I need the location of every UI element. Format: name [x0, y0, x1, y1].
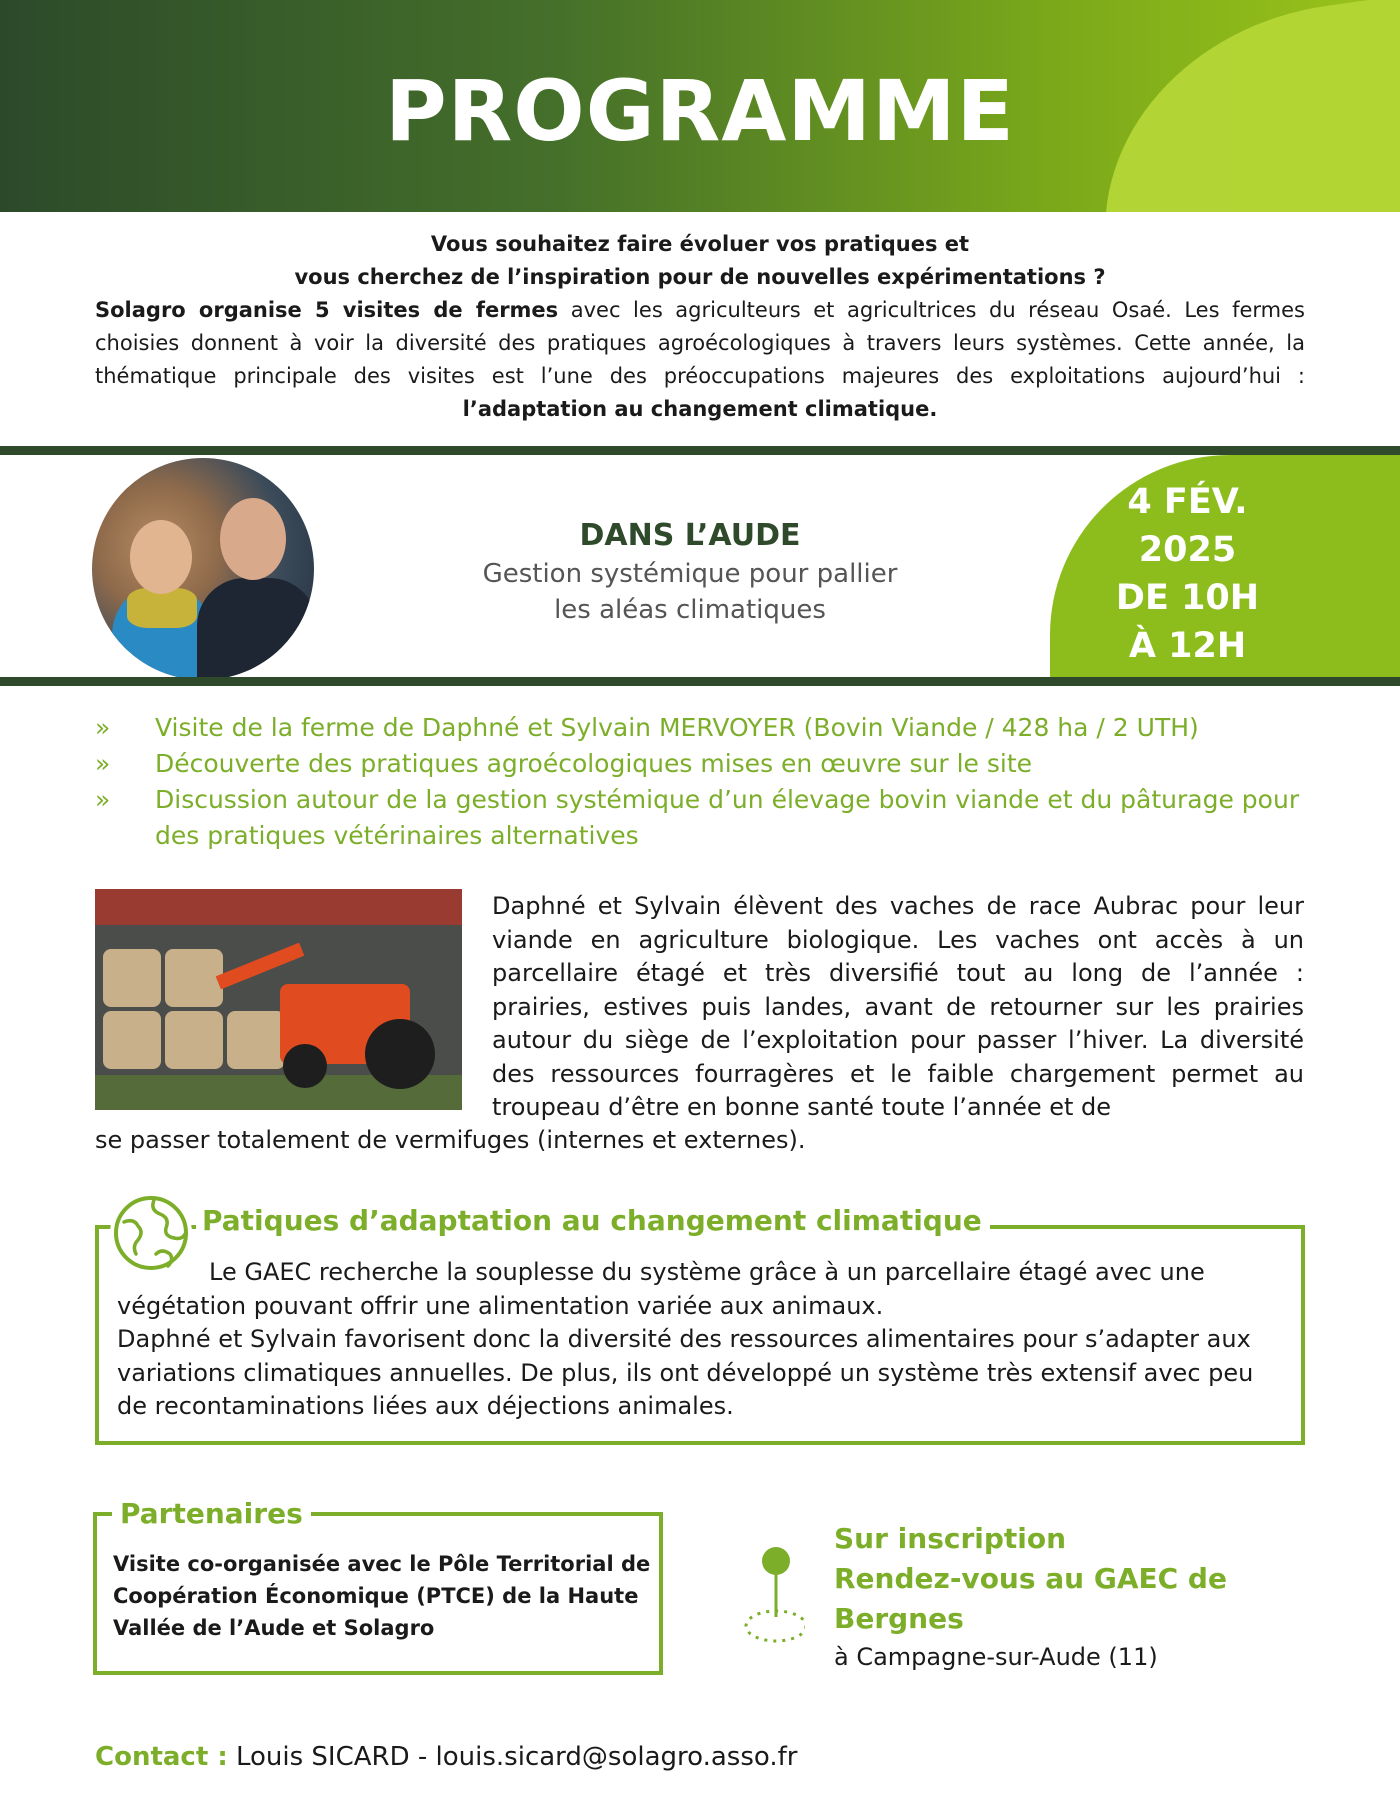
intro-line-2: vous cherchez de l’inspiration pour de nouvelles expérimentations ? [294, 265, 1106, 289]
farm-description: Daphné et Sylvain élèvent des vaches de race Aubrac pour leur viande en agriculture biologique. Les vaches ont accès à un parcellaire étagé et très diversifié tout au long de l’année : prairies, estives puis landes, avant de retourner sur les prairies autour du siège de l’exploitation pour passer l’hiver. La diversité des ressources fourragères et le faible chargement permet au troupeau d’être en bonne santé toute l’année et de [492, 892, 1304, 1121]
page-title: PROGRAMME [385, 62, 1015, 160]
farm-description-end: se passer totalement de vermifuges (internes et externes). [95, 1126, 806, 1154]
intro-body [95, 294, 1305, 426]
person-2-body [197, 578, 314, 680]
hay-bale [227, 1011, 285, 1069]
registration-line-3: Bergnes [834, 1602, 964, 1635]
date-line: 2025 [1138, 530, 1237, 570]
barn-roof [95, 889, 462, 925]
event-subtitle [430, 556, 950, 628]
event-date [1095, 478, 1280, 670]
list-item [95, 710, 1315, 746]
person-1-head [130, 520, 192, 594]
contact-value: Louis SICARD - louis.sicard@solagro.asso.fr [227, 1742, 798, 1772]
date-line: 4 FÉV. [1127, 482, 1248, 522]
bullet-marker: » [95, 713, 111, 742]
registration-place: à Campagne-sur-Aude (11) [834, 1643, 1158, 1671]
intro-theme: l’adaptation au changement climatique. [462, 397, 938, 421]
divider-top [0, 446, 1400, 455]
intro-line-1: Vous souhaitez faire évoluer vos pratiques et [430, 232, 970, 256]
hay-bale [103, 949, 161, 1007]
registration-line-2: Rendez-vous au GAEC de [834, 1562, 1227, 1595]
contact [95, 1742, 797, 1772]
contact-label: Contact : [95, 1742, 228, 1772]
list-item-text: Découverte des pratiques agroécologiques mises en œuvre sur le site [155, 749, 1033, 778]
partners-title: Partenaires [120, 1497, 303, 1530]
farmers-photo [92, 458, 314, 680]
adaptation-text [117, 1256, 1287, 1424]
tractor-wheel [283, 1044, 327, 1088]
person-2-head [220, 498, 286, 580]
tractor-wheel [365, 1019, 435, 1089]
hay-bale [103, 1011, 161, 1069]
date-line: DE 10H [1115, 578, 1260, 618]
list-item-text: Discussion autour de la gestion systémique d’un élevage bovin viande et du pâturage pour des pratiques vétérinaires alternatives [155, 785, 1300, 850]
adaptation-para-2: Daphné et Sylvain favorisent donc la diversité des ressources alimentaires pour s’adapter aux variations climatiques annuelles. De plus, ils ont développé un système très extensif avec peu de recontaminations liées aux déjections animales. [117, 1325, 1254, 1420]
list-item-text: Visite de la ferme de Daphné et Sylvain MERVOYER (Bovin Viande / 428 ha / 2 UTH) [155, 713, 1199, 742]
adaptation-title: Patiques d’adaptation au changement climatique [202, 1204, 982, 1237]
date-line: À 12H [1128, 626, 1247, 666]
bullet-marker: » [95, 749, 111, 778]
visit-program-list [95, 710, 1315, 854]
adaptation-title-wrap [196, 1204, 990, 1237]
event-subtitle-line-2: les aléas climatiques [554, 595, 826, 625]
adaptation-para-1 [117, 1256, 1287, 1323]
partners-text: Visite co-organisée avec le Pôle Territorial de Coopération Économique (PTCE) de la Haute Vallée de l’Aude et Solagro [113, 1552, 651, 1640]
intro-lead: Solagro organise 5 visites de fermes [95, 298, 559, 322]
list-item [95, 782, 1315, 854]
adaptation-para-1-text: Le GAEC recherche la souplesse du système grâce à un parcellaire étagé avec une végétation pouvant offrir une alimentation variée aux animaux. [117, 1258, 1205, 1320]
event-subtitle-line-1: Gestion systémique pour pallier [482, 559, 898, 589]
hay-bale [165, 1011, 223, 1069]
partners-title-wrap [112, 1497, 311, 1530]
list-item [95, 746, 1315, 782]
farm-photo [95, 889, 462, 1110]
registration-line-1: Sur inscription [834, 1522, 1067, 1555]
divider-bottom [0, 677, 1400, 686]
event-location: DANS L’AUDE [579, 518, 801, 553]
location-pin-icon [735, 1545, 805, 1651]
intro [95, 228, 1305, 426]
person-1-scarf [127, 588, 197, 628]
header-banner [0, 0, 1400, 212]
intro-text: avec les agriculteurs et agricultrices du réseau Osaé. Les fermes choisies donnent à voir la diversité des pratiques agroécologiques à travers leurs systèmes. Cette année, la thématique principale des visites est l’une des préoccupations majeures des exploitations aujourd’hui : [95, 298, 1305, 388]
bullet-marker: » [95, 785, 111, 814]
hay-bale [165, 949, 223, 1007]
